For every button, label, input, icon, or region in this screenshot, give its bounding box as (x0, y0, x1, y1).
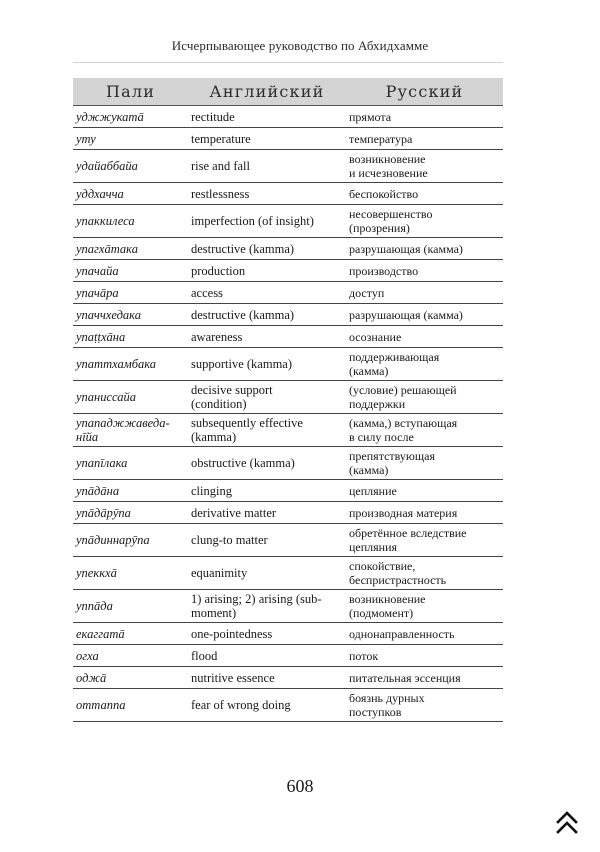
english-cell: nutritive essence (188, 667, 346, 689)
table-row (73, 381, 503, 414)
russian-cell: разрушающая (камма) (346, 238, 503, 260)
pali-cell: удайаббайа (73, 150, 188, 183)
russian-cell: прямота (346, 106, 503, 128)
pali-cell: упаниссайа (73, 381, 188, 414)
russian-cell: температура (346, 128, 503, 150)
page-number: 608 (286, 776, 314, 796)
russian-cell: производство (346, 260, 503, 282)
table-row (73, 128, 503, 150)
pali-cell: упāдāрӯпа (73, 502, 188, 524)
table-row (73, 414, 503, 447)
table-row (73, 150, 503, 183)
column-header-pali: Пали (73, 78, 188, 106)
table-row (73, 282, 503, 304)
table-row (73, 348, 503, 381)
pali-cell: упāдиннарӯпа (73, 524, 188, 557)
table-row (73, 590, 503, 623)
russian-cell: доступ (346, 282, 503, 304)
header-rule (73, 62, 503, 63)
russian-cell: поддерживающая (камма) (346, 348, 503, 381)
pali-cell: упападжжаведа- нīйа (73, 414, 188, 447)
pali-cell: упеккхā (73, 557, 188, 590)
table-row (73, 623, 503, 645)
russian-cell: цепляние (346, 480, 503, 502)
english-cell: fear of wrong doing (188, 689, 346, 722)
english-cell: derivative matter (188, 502, 346, 524)
pali-cell: упачайа (73, 260, 188, 282)
running-head-title: Исчерпывающее руководство по Абхидхамме (171, 38, 429, 53)
pali-cell: екаггатā (73, 623, 188, 645)
table-row (73, 480, 503, 502)
english-cell: flood (188, 645, 346, 667)
pali-cell: упаṭṭхāна (73, 326, 188, 348)
table-row (73, 304, 503, 326)
pali-cell: уджжукатā (73, 106, 188, 128)
pali-cell: упаккилеса (73, 205, 188, 238)
english-cell: obstructive (kamma) (188, 447, 346, 480)
table-row (73, 260, 503, 282)
english-cell: 1) arising; 2) arising (sub- moment) (188, 590, 346, 623)
english-cell: decisive support (condition) (188, 381, 346, 414)
english-cell: rise and fall (188, 150, 346, 183)
pali-cell: упаттхамбака (73, 348, 188, 381)
table-row (73, 524, 503, 557)
table-row (73, 667, 503, 689)
table-row (73, 447, 503, 480)
pali-cell: упагхāтака (73, 238, 188, 260)
double-chevron-up-icon[interactable] (553, 808, 581, 836)
english-cell: clung-to matter (188, 524, 346, 557)
table-row (73, 183, 503, 205)
russian-cell: однонаправленность (346, 623, 503, 645)
russian-cell: разрушающая (камма) (346, 304, 503, 326)
pali-cell: огха (73, 645, 188, 667)
english-cell: supportive (kamma) (188, 348, 346, 381)
table-row (73, 645, 503, 667)
english-cell: subsequently effective (kamma) (188, 414, 346, 447)
pali-cell: уддхачча (73, 183, 188, 205)
russian-cell: (условие) решающей поддержки (346, 381, 503, 414)
table-row (73, 502, 503, 524)
russian-cell: боязнь дурных поступков (346, 689, 503, 722)
pali-cell: упаччхедака (73, 304, 188, 326)
english-cell: awareness (188, 326, 346, 348)
english-cell: destructive (kamma) (188, 238, 346, 260)
pali-cell: упачāра (73, 282, 188, 304)
pali-cell: оттаппа (73, 689, 188, 722)
table-row (73, 106, 503, 128)
pali-cell: уппāда (73, 590, 188, 623)
russian-cell: препятствующая (камма) (346, 447, 503, 480)
russian-cell: беспокойство (346, 183, 503, 205)
english-cell: production (188, 260, 346, 282)
english-cell: equanimity (188, 557, 346, 590)
russian-cell: несовершенство (прозрения) (346, 205, 503, 238)
russian-cell: спокойствие, беспристрастность (346, 557, 503, 590)
english-cell: rectitude (188, 106, 346, 128)
glossary-table (73, 78, 503, 722)
russian-cell: питательная эссенция (346, 667, 503, 689)
column-header-english: Английский (188, 78, 346, 106)
column-header-russian: Русский (346, 78, 503, 106)
english-cell: temperature (188, 128, 346, 150)
pali-cell: упапīлака (73, 447, 188, 480)
pali-cell: упāдāна (73, 480, 188, 502)
table-row (73, 689, 503, 722)
russian-cell: возникновение (подмомент) (346, 590, 503, 623)
english-cell: access (188, 282, 346, 304)
english-cell: destructive (kamma) (188, 304, 346, 326)
table-row (73, 557, 503, 590)
english-cell: one-pointedness (188, 623, 346, 645)
table-row (73, 326, 503, 348)
table-header-row (73, 78, 503, 106)
russian-cell: производная материя (346, 502, 503, 524)
english-cell: restlessness (188, 183, 346, 205)
russian-cell: возникновение и исчезновение (346, 150, 503, 183)
english-cell: imperfection (of insight) (188, 205, 346, 238)
table-row (73, 238, 503, 260)
english-cell: clinging (188, 480, 346, 502)
russian-cell: осознание (346, 326, 503, 348)
pali-cell: уту (73, 128, 188, 150)
russian-cell: обретённое вследствие цепляния (346, 524, 503, 557)
table-row (73, 205, 503, 238)
russian-cell: (камма,) вступающая в силу после (346, 414, 503, 447)
pali-cell: оджā (73, 667, 188, 689)
russian-cell: поток (346, 645, 503, 667)
